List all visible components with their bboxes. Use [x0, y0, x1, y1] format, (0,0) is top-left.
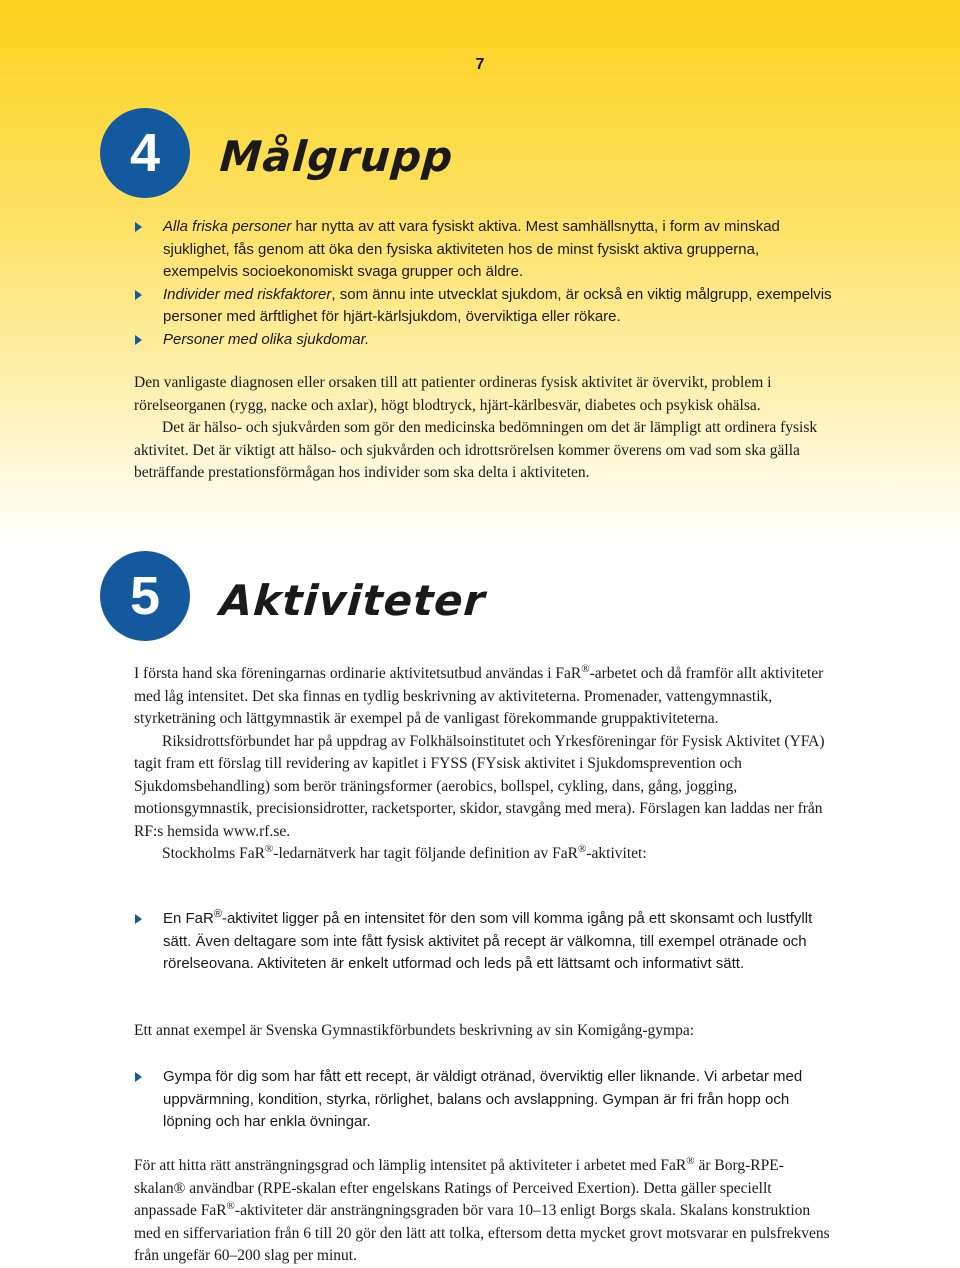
paragraph: Riksidrottsförbundet har på uppdrag av Folkhälsoinstitutet och Yrkesföreningar för Fysisk Aktivitet (YFA) tagit fram ett förslag till revidering av kapitlet i FYSS (FYsisk aktivitet i Sjukdomsprevention och Sjukdomsbehandling) som berör träningsformer (aerobics, bollspel, cykling, dans, gång, jogging, motionsgymnastik, precisionsidrotter, racketsporter, skidor, stavgång med mera). Förslagen kan laddas ner från RF:s hemsida www.rf.se.	[134, 732, 825, 840]
bullet-arrow-icon	[135, 222, 142, 232]
bullet-arrow-icon	[135, 290, 142, 300]
paragraph: Den vanligaste diagnosen eller orsaken till att patienter ordineras fysisk aktivitet är övervikt, problem i rörelseorganen (rygg, nacke och axlar), högt blodtryck, hjärt-kärlbesvär, diabetes och psykisk ohälsa.	[134, 374, 772, 414]
list-item	[134, 329, 834, 352]
text-run: En FaR	[163, 910, 214, 927]
bullet-arrow-icon	[135, 335, 142, 345]
text-run: är Borg-RPE-skalan® användbar (RPE-skalan efter engelskans Ratings of Perceived Exertion). Detta gäller speciellt anpassade FaR	[134, 1157, 784, 1219]
section-4-title: Målgrupp	[218, 132, 456, 181]
paragraph: Det är hälso- och sjukvården som gör den medicinska bedömningen om det är lämpligt att ordinera fysisk aktivitet. Det är viktigt att hälso- och sjukvården och idrottsrörelsen kommer överens om vad som ska gälla beträffande prestationsförmågan hos individer som ska delta i aktiviteten.	[134, 419, 818, 481]
target-groups-list	[134, 216, 834, 351]
bullet-text: har nytta av att vara fysiskt aktiva. Mest samhällsnytta, i form av minskad sjuklighet, fås genom att öka den fysiska aktiviteten hos de minst fysiskt aktiva grupperna, exempelvis socioekonomiskt svaga grupper och äldre.	[163, 218, 780, 280]
gymnastics-intro	[134, 1020, 834, 1043]
list-item	[134, 284, 834, 329]
bullet-lead: Individer med riskfaktorer	[163, 285, 332, 303]
registered-mark: ®	[226, 1199, 235, 1212]
bullet-lead: Personer med olika sjukdomar.	[163, 330, 370, 348]
text-run: Gympa för dig som har fått ett recept, är väldigt otränad, överviktig eller liknande. Vi arbetar med uppvärmning, kondition, styrka, rörlighet, balans och avslappning. Gympan är fri från hopp och löpning och har enkla övningar.	[163, 1068, 803, 1130]
page-number: 7	[475, 56, 485, 73]
section-4-body	[134, 372, 834, 485]
text-run: För att hitta rätt ansträngningsgrad och lämplig intensitet på aktiviteter i arbetet med FaR	[134, 1157, 687, 1174]
list-item	[134, 1066, 834, 1134]
section-5-body	[134, 663, 834, 866]
far-definition-list	[134, 908, 834, 976]
list-item	[134, 216, 834, 284]
text-run: -aktiviteter där ansträngningsgraden bör vara 10–13 enligt Borgs skala. Skalans konstruktion med en siffervariation från 6 till 20 gör den lätt att tolka, eftersom detta mycket grovt motsvarar en pulsfrekvens från ungefär 60–200 slag per minut.	[134, 1202, 830, 1264]
text-run: Stockholms FaR	[162, 845, 265, 862]
registered-mark: ®	[686, 1154, 695, 1167]
paragraph: Ett annat exempel är Svenska Gymnastikförbundets beskrivning av sin Komigång-gympa:	[134, 1022, 695, 1039]
text-run: -aktivitet:	[586, 845, 647, 862]
text-run: I första hand ska föreningarnas ordinarie aktivitetsutbud användas i FaR	[134, 665, 582, 682]
bullet-arrow-icon	[135, 1072, 142, 1082]
registered-mark: ®	[578, 842, 587, 855]
paragraph	[134, 663, 834, 731]
section-5-number-badge: 5	[100, 551, 190, 641]
bullet-lead: Alla friska personer	[163, 218, 292, 235]
registered-mark: ®	[581, 662, 590, 675]
paragraph	[134, 1155, 834, 1268]
text-run: -arbetet och då framför allt aktiviteter med låg intensitet. Det ska finnas en tydlig beskrivning av aktiviteterna. Promenader, vattengymnastik, styrketräning och lättgymnastik är exempel på de vanligast förekommande gruppaktiviteterna.	[134, 665, 824, 727]
borg-scale-paragraph	[134, 1155, 834, 1268]
registered-mark: ®	[264, 842, 274, 855]
text-run: -aktivitet ligger på en intensitet för den som vill komma igång på ett skonsamt och lustfyllt sätt. Även deltagare som inte fått fysisk aktivitet på recept är välkomna, till exempel otränade och rörelseovana. Aktiviteten är enkelt utformad och leds på ett lättsamt och informativt sätt.	[163, 910, 813, 972]
paragraph	[134, 843, 834, 866]
section-5-title: Aktiviteter	[218, 576, 488, 625]
list-item	[134, 908, 834, 976]
text-run: -ledarnätverk har tagit följande definition av FaR	[273, 845, 579, 862]
bullet-arrow-icon	[135, 914, 142, 924]
registered-mark: ®	[213, 908, 222, 920]
gympa-list	[134, 1066, 834, 1134]
section-4-number-badge: 4	[100, 108, 190, 198]
bullet-text: , som ännu inte utvecklat sjukdom, är också en viktig målgrupp, exempelvis personer med ärftlighet för hjärt-kärlsjukdom, överviktiga eller rökare.	[163, 285, 832, 325]
